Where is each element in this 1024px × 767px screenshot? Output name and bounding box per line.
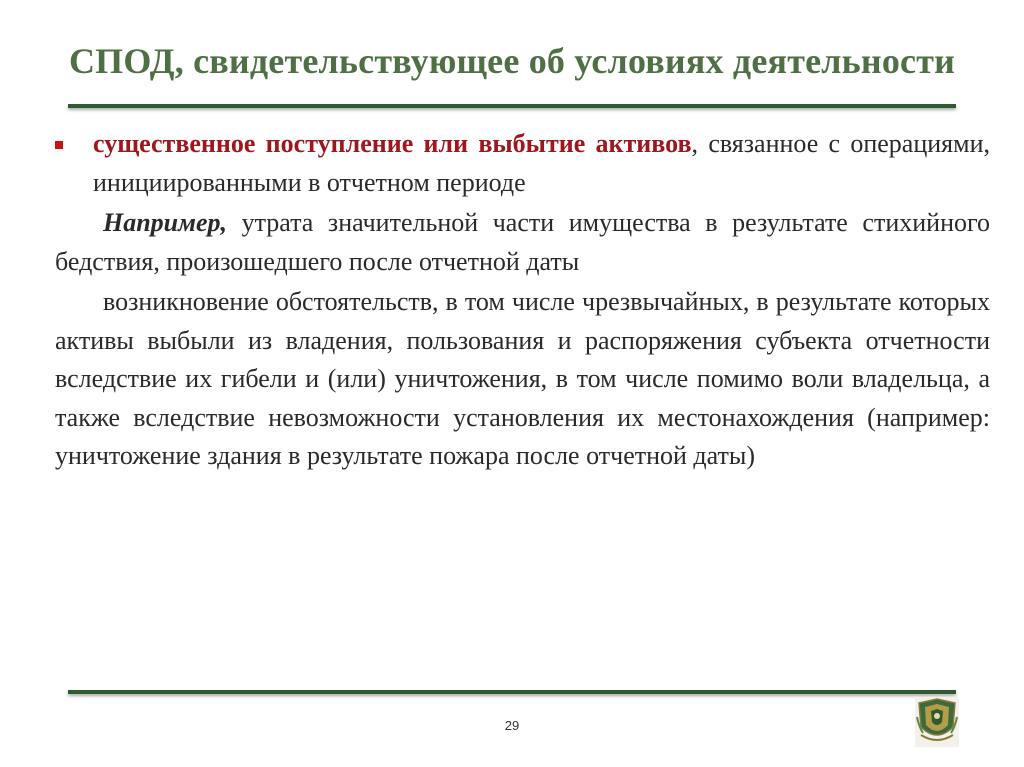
page-number: 29	[504, 718, 520, 733]
circumstances-paragraph: возникновение обстоятельств, в том числе чрезвычайных, в результате которых активы выбыли из владения, пользования и распоряжения субъекта отчетности вследствие их гибели и (или) уничтожения, в том числе помимо воли владельца, а также вследствие невозможности установления их местонахождения (например: уничтожение здания в результате пожара после отчетной даты)	[55, 287, 990, 470]
bullet-item	[55, 125, 990, 202]
example-paragraph	[55, 204, 990, 281]
bottom-divider	[68, 690, 956, 694]
slide-title: СПОД, свидетельствующее об условиях деятельности	[68, 41, 956, 81]
slide-content	[55, 125, 990, 476]
example-text: утрата значительной части имущества в результате стихийного бедствия, произошедшего после отчетной даты	[55, 208, 990, 276]
bullet-lead: существенное поступление или выбытие активов	[93, 129, 692, 158]
red-square-bullet-icon	[55, 141, 63, 149]
bullet-rest: , связанное с операциями, инициированными в отчетном периоде	[93, 129, 990, 197]
top-divider	[68, 104, 956, 108]
bullet-text	[93, 125, 990, 202]
coat-of-arms-emblem-icon	[915, 697, 959, 747]
example-label: Например,	[103, 208, 227, 237]
